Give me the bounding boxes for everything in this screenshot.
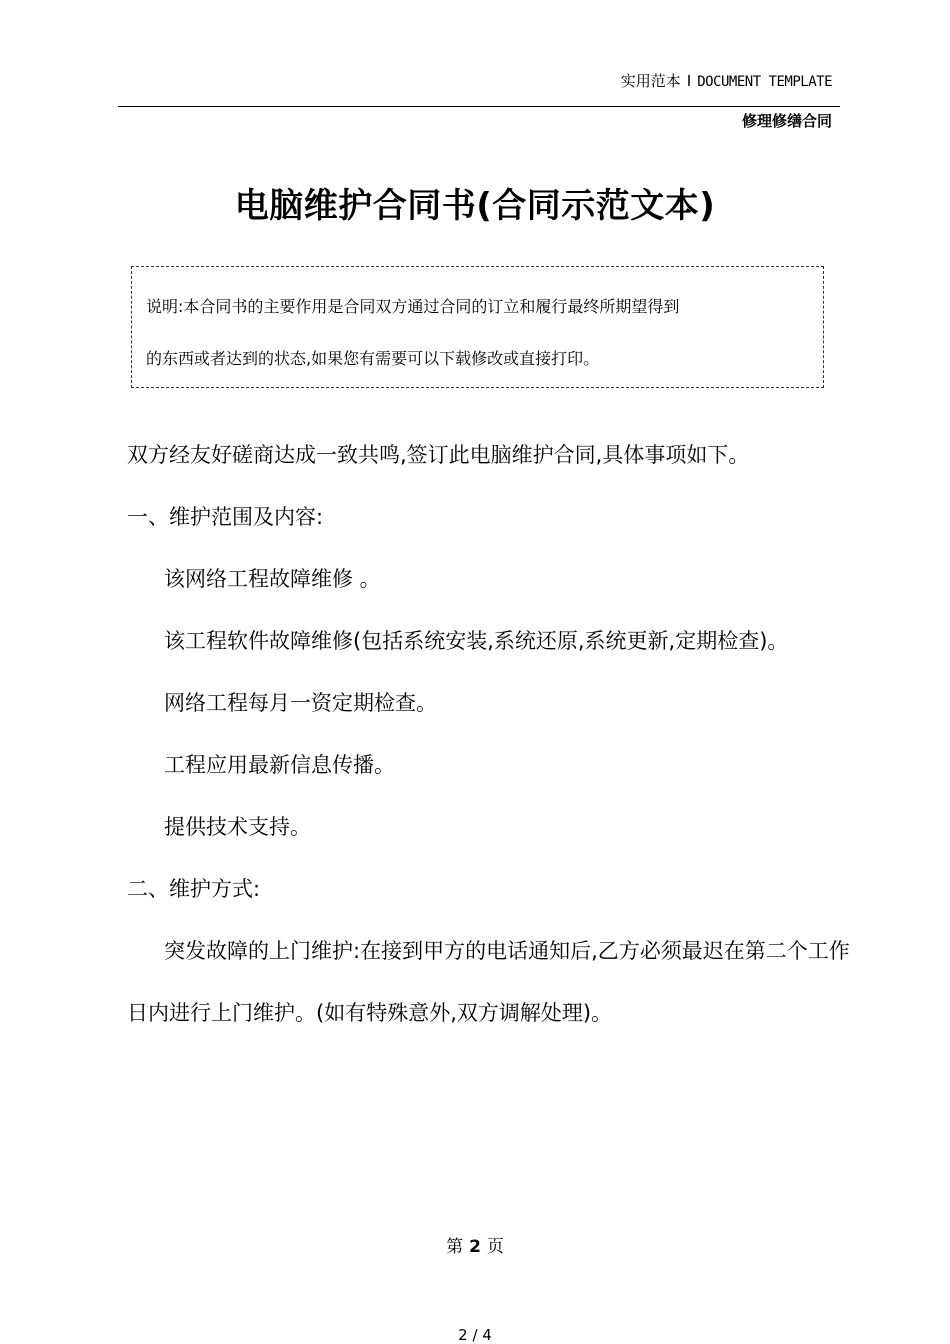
header-label-en: DOCUMENT TEMPLATE: [697, 74, 832, 90]
body-paragraph: 该工程软件故障维修(包括系统安装,系统还原,系统更新,定期检查)。: [164, 629, 789, 653]
header-category: 修理修缮合同: [741, 112, 832, 130]
body-paragraph: 网络工程每月一资定期检查。: [164, 691, 437, 715]
contract-body: [127, 424, 852, 1044]
header-label-cn: 实用范本: [620, 72, 681, 90]
page-number-value: 2: [469, 1237, 481, 1257]
header-label: [621, 70, 832, 91]
body-paragraph: 该网络工程故障维修 。: [164, 567, 381, 591]
notice-line-2: 的东西或者达到的状态,如果您有需要可以下载修改或直接打印。: [146, 349, 600, 368]
body-paragraph: 一、维护范围及内容:: [127, 505, 324, 529]
body-paragraph: 工程应用最新信息传播。: [164, 753, 395, 777]
page-suffix: 页: [486, 1237, 504, 1257]
body-paragraph: 提供技术支持。: [164, 815, 311, 839]
body-paragraph: 双方经友好磋商达成一致共鸣,签订此电脑维护合同,具体事项如下。: [127, 443, 750, 467]
body-paragraph: 二、维护方式:: [127, 877, 261, 901]
header-rule: [118, 106, 840, 107]
notice-line-1: 说明:本合同书的主要作用是合同双方通过合同的订立和履行最终所期望得到: [146, 297, 680, 316]
page-prefix: 第: [446, 1237, 464, 1257]
header-separator: I: [686, 72, 692, 90]
page-count: 2 / 4: [458, 1326, 492, 1344]
body-paragraph: 突发故障的上门维护:在接到甲方的电话通知后,乙方必须最迟在第二个工作日内进行上门维护。(如有特殊意外,双方调解处理)。: [127, 939, 850, 1025]
document-title: 电脑维护合同书(合同示范文本): [234, 186, 716, 226]
page-number: [0, 1232, 950, 1257]
notice-box: [131, 266, 824, 388]
